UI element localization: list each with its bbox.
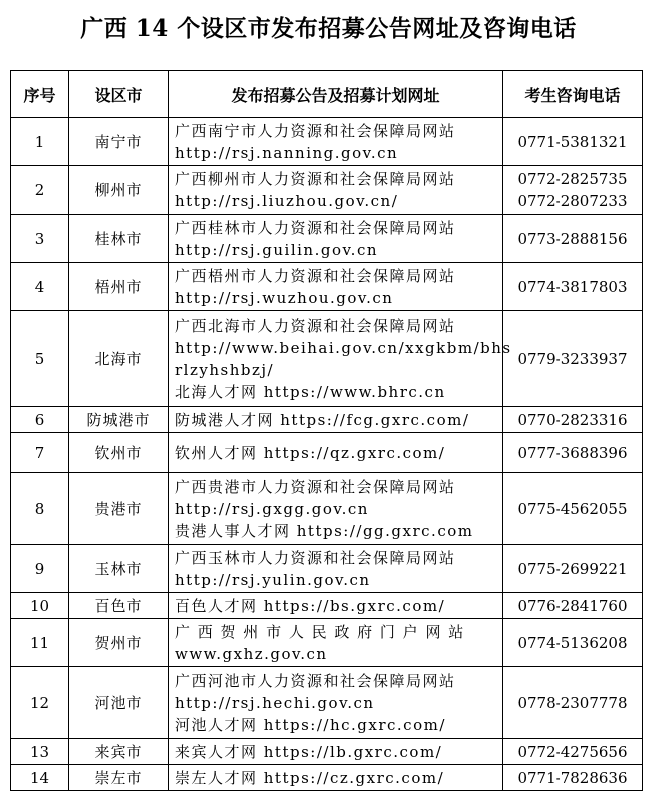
serial-number-cell: 4 <box>11 263 69 311</box>
phone-cell <box>503 619 643 667</box>
table-row <box>11 619 643 667</box>
website-line: 广西南宁市人力资源和社会保障局网站 <box>175 121 456 140</box>
city-cell: 钦州市 <box>69 433 169 473</box>
header-city: 设区市 <box>69 71 169 118</box>
phone-number: 0778-2307778 <box>517 693 628 712</box>
city-cell: 百色市 <box>69 593 169 619</box>
website-cell <box>169 473 503 545</box>
serial-number-cell: 12 <box>11 667 69 739</box>
website-line: http://rsj.hechi.gov.cn <box>175 693 375 712</box>
phone-cell <box>503 263 643 311</box>
phone-cell <box>503 667 643 739</box>
phone-cell <box>503 166 643 215</box>
phone-cell <box>503 593 643 619</box>
website-cell <box>169 619 503 667</box>
phone-number: 0776-2841760 <box>517 596 628 615</box>
website-line: www.gxhz.gov.cn <box>175 644 328 663</box>
phone-cell <box>503 311 643 407</box>
city-cell: 梧州市 <box>69 263 169 311</box>
website-line: 广西柳州市人力资源和社会保障局网站 <box>175 170 456 188</box>
website-line: 钦州人才网 https://qz.gxrc.com/ <box>175 443 446 462</box>
header-serial-number: 序号 <box>11 71 69 118</box>
website-line: http://rsj.liuzhou.gov.cn/ <box>175 192 399 210</box>
phone-cell <box>503 545 643 593</box>
serial-number-cell: 14 <box>11 765 69 791</box>
serial-number-cell: 2 <box>11 166 69 215</box>
serial-number-cell: 7 <box>11 433 69 473</box>
city-cell: 防城港市 <box>69 407 169 433</box>
website-cell <box>169 215 503 263</box>
website-line: 北海人才网 https://www.bhrc.cn <box>175 382 446 401</box>
phone-cell <box>503 407 643 433</box>
city-cell: 贺州市 <box>69 619 169 667</box>
website-line: 来宾人才网 https://lb.gxrc.com/ <box>175 742 443 761</box>
phone-number: 0771-5381321 <box>517 132 628 151</box>
page-title: 广西 14 个设区市发布招募公告网址及咨询电话 <box>80 15 577 42</box>
table-row <box>11 765 643 791</box>
serial-number-cell: 1 <box>11 118 69 166</box>
website-line: 广西北海市人力资源和社会保障局网站 <box>175 316 456 335</box>
table-row <box>11 667 643 739</box>
serial-number-cell: 6 <box>11 407 69 433</box>
table-row <box>11 407 643 433</box>
city-cell: 北海市 <box>69 311 169 407</box>
phone-number: 0770-2823316 <box>517 410 628 429</box>
header-website: 发布招募公告及招募计划网址 <box>169 71 503 118</box>
website-cell <box>169 166 503 215</box>
website-cell <box>169 433 503 473</box>
phone-cell <box>503 739 643 765</box>
website-line: 广西玉林市人力资源和社会保障局网站 <box>175 548 456 567</box>
website-cell <box>169 739 503 765</box>
website-line: http://rsj.yulin.gov.cn <box>175 570 371 589</box>
phone-number: 0775-2699221 <box>517 559 628 578</box>
website-cell <box>169 667 503 739</box>
phone-number: 0773-2888156 <box>517 229 628 248</box>
website-cell <box>169 593 503 619</box>
website-cell <box>169 118 503 166</box>
table-row <box>11 263 643 311</box>
website-line: http://rsj.gxgg.gov.cn <box>175 499 369 518</box>
phone-cell <box>503 215 643 263</box>
website-line: rlzyhshbzj/ <box>175 360 275 379</box>
phone-number: 0772-2825735 <box>517 170 628 188</box>
phone-number: 0772-2807233 <box>517 192 628 210</box>
serial-number-cell: 3 <box>11 215 69 263</box>
phone-number: 0771-7828636 <box>517 768 628 787</box>
city-cell: 河池市 <box>69 667 169 739</box>
table-row <box>11 118 643 166</box>
website-line: http://rsj.guilin.gov.cn <box>175 240 379 259</box>
website-cell <box>169 263 503 311</box>
phone-cell <box>503 118 643 166</box>
city-cell: 桂林市 <box>69 215 169 263</box>
website-line: 广西梧州市人力资源和社会保障局网站 <box>175 266 456 285</box>
city-cell: 来宾市 <box>69 739 169 765</box>
phone-number: 0777-3688396 <box>517 443 628 462</box>
website-cell <box>169 407 503 433</box>
table-row <box>11 433 643 473</box>
website-cell <box>169 311 512 407</box>
phone-cell <box>503 473 643 545</box>
website-line: 广西河池市人力资源和社会保障局网站 <box>175 671 456 690</box>
recruitment-table <box>10 70 643 791</box>
serial-number-cell: 8 <box>11 473 69 545</box>
website-line: 防城港人才网 https://fcg.gxrc.com/ <box>175 410 470 429</box>
table-row <box>11 593 643 619</box>
city-cell: 玉林市 <box>69 545 169 593</box>
website-cell <box>169 545 503 593</box>
city-cell: 柳州市 <box>69 166 169 215</box>
city-cell: 贵港市 <box>69 473 169 545</box>
website-line: 河池人才网 https://hc.gxrc.com/ <box>175 715 446 734</box>
serial-number-cell: 10 <box>11 593 69 619</box>
website-line: 广 西 贺 州 市 人 民 政 府 门 户 网 站 <box>175 622 465 641</box>
table-header-row <box>11 71 643 118</box>
table-row <box>11 311 643 407</box>
website-line: 贵港人事人才网 https://gg.gxrc.com <box>175 521 474 540</box>
website-line: http://rsj.wuzhou.gov.cn <box>175 288 394 307</box>
serial-number-cell: 9 <box>11 545 69 593</box>
phone-cell <box>503 765 643 791</box>
website-line: 广西桂林市人力资源和社会保障局网站 <box>175 218 456 237</box>
website-line: 崇左人才网 https://cz.gxrc.com/ <box>175 768 445 787</box>
serial-number-cell: 5 <box>11 311 69 407</box>
website-line: 百色人才网 https://bs.gxrc.com/ <box>175 596 446 615</box>
table-row <box>11 739 643 765</box>
table-row <box>11 545 643 593</box>
phone-number: 0772-4275656 <box>517 742 628 761</box>
phone-number: 0775-4562055 <box>517 499 628 518</box>
website-cell <box>169 765 503 791</box>
city-cell: 崇左市 <box>69 765 169 791</box>
phone-number: 0779-3233937 <box>517 349 628 368</box>
website-line: http://rsj.nanning.gov.cn <box>175 143 399 162</box>
phone-cell <box>503 433 643 473</box>
website-line: 广西贵港市人力资源和社会保障局网站 <box>175 477 456 496</box>
serial-number-cell: 11 <box>11 619 69 667</box>
serial-number-cell: 13 <box>11 739 69 765</box>
phone-number: 0774-5136208 <box>517 633 628 652</box>
phone-number: 0774-3817803 <box>517 277 628 296</box>
table-row <box>11 473 643 545</box>
city-cell: 南宁市 <box>69 118 169 166</box>
table-row <box>11 215 643 263</box>
table-row <box>11 166 643 215</box>
website-line: http://www.beihai.gov.cn/xxgkbm/bhs <box>175 338 512 357</box>
header-phone: 考生咨询电话 <box>503 71 643 118</box>
